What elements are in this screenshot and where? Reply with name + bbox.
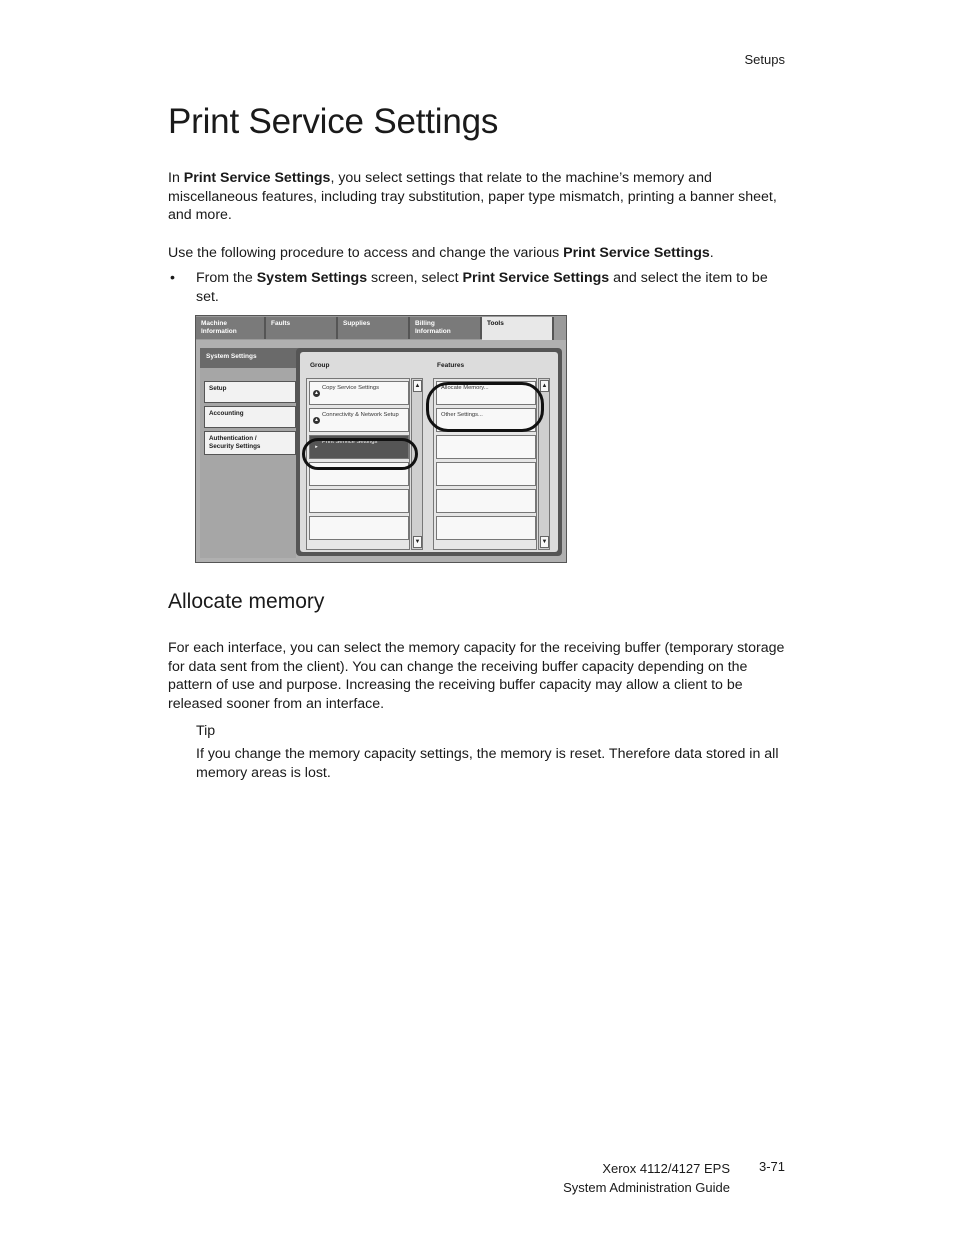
tab-billing-information[interactable]: Billing Information (410, 317, 482, 339)
screen-body (196, 340, 567, 563)
feature-item-empty[interactable] (436, 435, 536, 459)
page-number: 3-71 (759, 1159, 786, 1174)
setup-button[interactable]: Setup (204, 381, 296, 403)
footer-product: Xerox 4112/4127 EPS (602, 1161, 730, 1176)
tab-bar (196, 316, 567, 340)
footer-guide-title: System Administration Guide (563, 1180, 730, 1195)
tip-label: Tip (196, 723, 216, 739)
tip-text: If you change the memory capacity settings, the memory is reset. Therefore data stored in all memory areas is lost. (196, 746, 779, 781)
tools-screenshot (195, 315, 567, 563)
group-header: Group (310, 362, 330, 369)
intro-bold: Print Service Settings (183, 170, 331, 186)
features-header: Features (437, 362, 465, 369)
intro-text: In (168, 170, 184, 186)
tab-supplies[interactable]: Supplies (338, 317, 410, 339)
feature-item-empty[interactable] (436, 516, 536, 540)
highlight-ring (426, 382, 544, 432)
authentication-security-button[interactable]: Authentication / Security Settings (204, 431, 296, 455)
tab-machine-information[interactable]: Machine Information (196, 317, 266, 339)
section-title: Allocate memory (168, 590, 325, 613)
tab-faults[interactable]: Faults (266, 317, 338, 339)
group-item-empty[interactable] (309, 489, 409, 513)
page-title: Print Service Settings (168, 102, 499, 141)
play-icon: ▸ (315, 444, 318, 450)
scroll-down-icon[interactable]: ▼ (413, 536, 422, 548)
feature-allocate-memory[interactable]: Allocate Memory... (436, 381, 536, 405)
scroll-down-icon[interactable]: ▼ (540, 536, 549, 548)
bullet-text: From the System Settings screen, select Print Service Settings and select the item to be set. (196, 270, 768, 305)
bullet-marker: • (170, 270, 175, 286)
running-header: Setups (744, 52, 785, 67)
arrow-icon: ▲ (314, 390, 319, 396)
scroll-up-icon[interactable]: ▲ (413, 380, 422, 392)
feature-other-settings[interactable]: Other Settings... (436, 408, 536, 432)
main-panel (296, 348, 562, 556)
tab-tools[interactable]: Tools (482, 317, 554, 341)
arrow-icon: ▲ (314, 417, 319, 423)
system-settings-header: System Settings (200, 348, 300, 368)
intro-paragraph: In Print Service Settings, you select settings that relate to the machine’s memory and miscellaneous features, including tray substitution, paper type mismatch, printing a banner sheet, and more. (168, 170, 777, 224)
procedure-paragraph: Use the following procedure to access and change the various Print Service Settings. (168, 245, 714, 261)
highlight-ring (302, 438, 418, 470)
left-panel (200, 348, 296, 558)
group-item-empty[interactable] (309, 516, 409, 540)
footer-guide (520, 1159, 730, 1197)
group-item-copy-service[interactable]: ▲ Copy Service Settings (309, 381, 409, 405)
group-item-print-service[interactable]: ▸ Print Service Settings (309, 435, 409, 459)
group-item-connectivity[interactable]: ▲ Connectivity & Network Setup (309, 408, 409, 432)
scroll-up-icon[interactable]: ▲ (540, 380, 549, 392)
feature-item-empty[interactable] (436, 489, 536, 513)
feature-item-empty[interactable] (436, 462, 536, 486)
accounting-button[interactable]: Accounting (204, 406, 296, 428)
section-paragraph: For each interface, you can select the memory capacity for the receiving buffer (temporary storage for data sent from the client). You can change the receiving buffer capacity depending on the pattern of use and purpose. Increasing the receiving buffer capacity may allow a client to be released sooner from an interface. (168, 640, 785, 712)
